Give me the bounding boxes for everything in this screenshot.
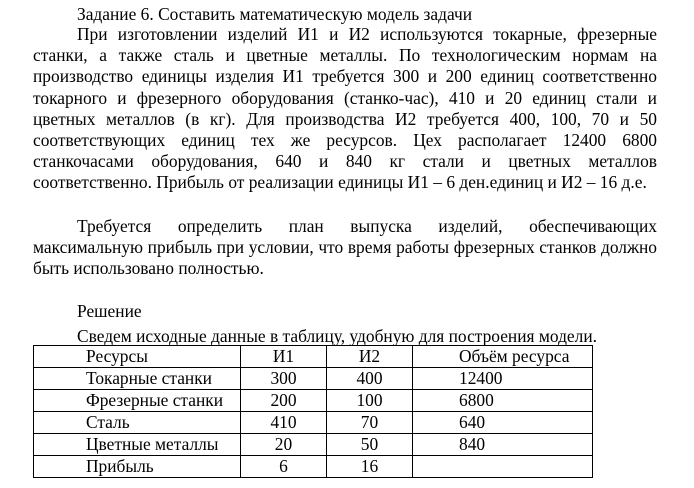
header-product-2: И2 [327,346,413,368]
row-label: Цветные металлы [34,434,241,456]
table-row [34,390,593,412]
problem-statement: При изготовлении изделий И1 и И2 используются токарные, фрезерные станки, а также сталь и цветные металлы. По технологическим нормам на производство единицы изделия И1 требуется 300 и 200 единиц соответственно токарного и фрезерного оборудования (станко-час), 410 и 20 единиц стали и цветных металлов (в кг). Для производства И2 требуется 400, 100, 70 и 50 соответствующих единиц тех же ресурсов. Цех располагает 12400 6800 станкочасами оборудования, 640 и 840 кг стали и цветных металлов соответственно. Прибыль от реализации единицы И1 – 6 ден.единиц и И2 – 16 д.е. [33,24,657,193]
table-row [34,434,593,456]
row-label: Сталь [34,412,241,434]
row-label: Прибыль [34,456,241,478]
cell-value: 100 [327,390,413,412]
table-row [34,456,593,478]
cell-value: 400 [327,368,413,390]
cell-value: 840 [413,434,593,456]
header-product-1: И1 [241,346,327,368]
problem-requirement: Требуется определить план выпуска изделий, обеспечивающих максимальную прибыль при условии, что время работы фрезерных станков должно быть использовано полностью. [33,216,657,279]
header-resource-volume: Объём ресурса [413,346,593,368]
resource-table [33,345,593,478]
table-intro: Сведем исходные данные в таблицу, удобную для построения модели. [77,326,597,346]
table-row [34,412,593,434]
cell-value: 16 [327,456,413,478]
cell-value: 640 [413,412,593,434]
cell-value: 70 [327,412,413,434]
cell-value: 12400 [413,368,593,390]
row-label: Фрезерные станки [34,390,241,412]
cell-value: 410 [241,412,327,434]
solution-heading: Решение [77,301,142,321]
cell-value: 200 [241,390,327,412]
row-label: Токарные станки [34,368,241,390]
table-row [34,368,593,390]
cell-value: 300 [241,368,327,390]
task-title: Задание 6. Составить математическую модель задачи [77,4,473,24]
table-header-row [34,346,593,368]
cell-value [413,456,593,478]
cell-value: 6 [241,456,327,478]
header-resources: Ресурсы [34,346,241,368]
cell-value: 20 [241,434,327,456]
cell-value: 50 [327,434,413,456]
cell-value: 6800 [413,390,593,412]
